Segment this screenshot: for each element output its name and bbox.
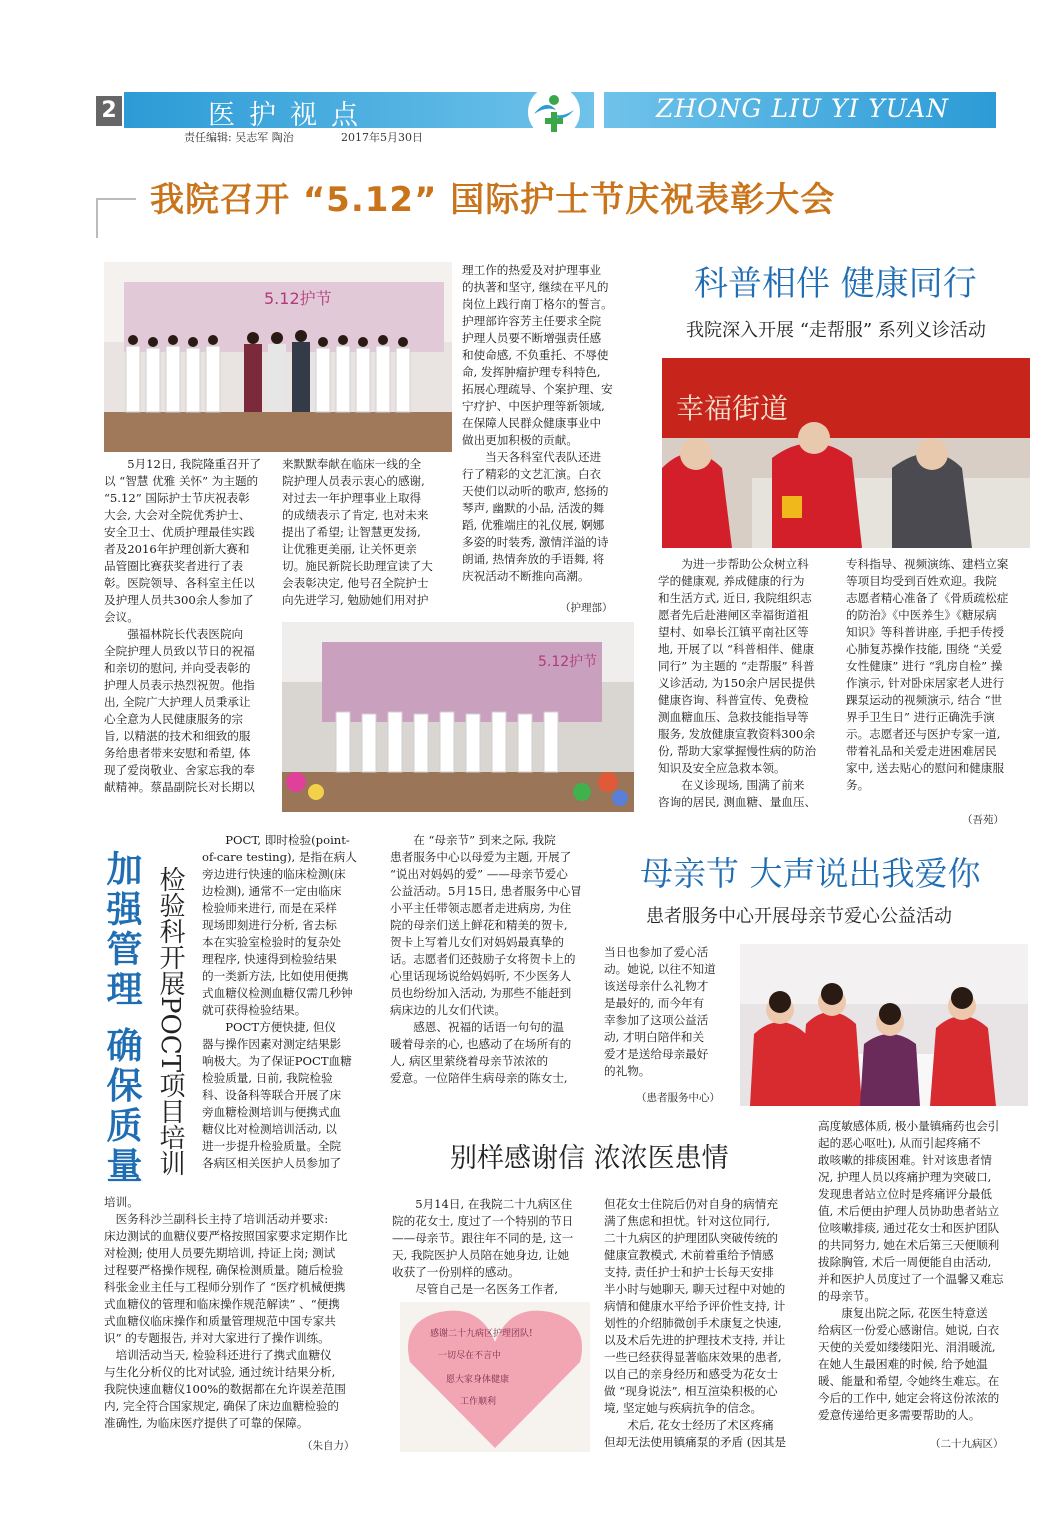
article2-column-2: 专科指导、视频演练、建档立案 等项目均受到百姓欢迎。我院 志愿者精心准备了《骨质疏松症 的防治》《中医养生》《糖尿病 知识》等科普讲座, 手把手传授 心肺复苏操作技能, 围绕 “关爱 女性健康” 进行 “乳房自检” 操 作演示, 针对卧床居家老人进行 踝泵运动的视频演示, 结合 “世 界手卫生日” 进行正确洗手演 示。志愿者还与医护专家一道, 带着礼品和关爱走进困难居民 家中, 送去贴心的慰问和健康服 务。 — [846, 557, 1009, 792]
article1-column-3: 理工作的热爱及对护理事业 的执著和坚守, 继续在平凡的 岗位上践行南丁格尔的誓言。 护理部许容芳主任要求全院 护理人员要不断增强责任感 和使命感, 不负重托、不辱使 命, 发挥肿瘤护理专科特色, 拓展心理疏导、个案护理、安 宁疗护、中医护理等新领域, 在保障人民群众健康事业中 做出更加积极的贡献。 当天各科室代表队还进 行了精彩的文艺汇演。白衣 天使们以动听的歌声, 悠扬的 琴声, 幽默的小品, 活泼的舞 蹈, 优雅端庄的礼仪展, 婀娜 多姿的时装秀, 激情洋溢的诗 朗诵, 热情奔放的手语舞, 将 庆祝活动不断推向高潮。 — [462, 263, 613, 583]
article5-signature: （二十九病区） — [930, 1438, 1004, 1450]
letter-line-1: 感谢二十九病区护理团队! — [430, 1329, 533, 1339]
article3-title: 加强管理 确保质量 — [101, 850, 142, 1187]
title-bracket — [96, 198, 136, 238]
article5-title: 别样感谢信 浓浓医患情 — [450, 1143, 729, 1174]
article4-subtitle: 患者服务中心开展母亲节爱心公益活动 — [646, 906, 952, 927]
hospital-logo-icon — [526, 84, 582, 140]
article1-signature: （护理部） — [560, 602, 613, 614]
article2-title: 科普相伴 健康同行 — [694, 264, 977, 304]
article4-column-1: 在 “母亲节” 到来之际, 我院 患者服务中心以母爱为主题, 开展了 “说出对妈妈的爱” ——母亲节爱心 公益活动。5月15日, 患者服务中心冒 小平主任带领志愿者走进病房, 为住 院的母亲们送上鲜花和精美的贺卡, 贺卡上写着儿女们对妈妈最真挚的 话。志愿者们还鼓励子女将贺卡上的 心里话现场说给妈妈听, 不少医务人 员也纷纷加入活动, 为那些不能赶到 病床边的儿女们代读。 感恩、祝福的话语一句句的温 暖着母亲的心, 也感动了在场所有的 人, 病区里萦绕着母亲节浓浓的 爱意。一位陪伴生病母亲的陈女士, — [390, 833, 582, 1085]
photo1-banner: 5.12护节 — [264, 289, 332, 308]
thank-you-letter-photo — [400, 1302, 590, 1452]
article1-column-2: 来默默奉献在临床一线的全 院护理人员表示衷心的感谢, 对过去一年护理事业上取得 的成绩表示了肯定, 也对未来 提出了希望; 让智慧更发扬, 让优雅更美丽, 让关怀更亲 切。施民新院长助理宣读了大 会表彰决定, 他号召全院护士 向先进学习, 勉励她们用对护 — [282, 457, 433, 607]
article4-column-2: 当日也参加了爱心活 动。她说, 以往不知道 该送母亲什么礼物才 是最好的, 而今年有 幸参加了这项公益活 动, 才明白陪伴和关 爱才是送给母亲最好 的礼物。 — [604, 945, 716, 1078]
article2-signature: （吾苑） — [962, 814, 1004, 826]
nurses-performance-photo — [282, 622, 634, 812]
photo2-banner: 5.12护节 — [538, 654, 598, 670]
letter-line-2: 一切尽在不言中 — [438, 1351, 502, 1361]
hospital-name-pinyin: ZHONG LIU YI YUAN — [656, 94, 950, 123]
letter-line-4: 工作顺利 — [460, 1397, 497, 1407]
editor-credit: 责任编辑: 吴志军 陶治 — [184, 131, 294, 144]
article2-subtitle: 我院深入开展 “走帮服” 系列义诊活动 — [686, 320, 986, 341]
page-number: 2 — [96, 96, 122, 126]
free-clinic-photo — [662, 358, 1030, 548]
article5-column-3: 高度敏感体质, 极小量镇痛药也会引 起的恶心呕吐), 从而引起疼痛不 敢咳嗽的排痰困难。针对该患者情 况, 护理人员以疼痛护理为突破口, 发现患者站立位时是疼痛评分最低 值, 术后便由护理人员协助患者站立 位咳嗽排痰, 通过花女士和医护团队 的共同努力, 她在术后第三天便顺利 拔除胸管, 术后一周便能自由活动, 并和医护人员度过了一个温馨又难忘 的母亲节。 康复出院之际, 花医生特意送 给病区一份爱心感谢信。她说, 白衣 天使的关爱如缕缕阳光、涓涓暖流, 在她人生最困难的时候, 给予她温 暖、能量和希望, 令她终生难忘。在 今后的工作中, 她定会将这份浓浓的 爱意传递给更多需要帮助的人。 — [818, 1119, 1004, 1422]
article3-column-1: POCT, 即时检验(point- of-care testing), 是指在病人 旁边进行快速的临床检测(床 边检测), 通常不一定由临床 检验师来进行, 而是在采样 现场即刻进行分析, 省去标 本在实验室检验时的复杂处 理程序, 快速得到检验结果 的一类新方法, 比如使用便携 式血糖仪检测血糖仅需几秒钟 就可获得检验结果。 POCT方便快捷, 但仪 器与操作因素对测定结果影 响极大。为了保证POCT血糖 检验质量, 日前, 我院检验 科、设备科等联合开展了床 旁血糖检测培训与便携式血 糖仪比对检测培训活动, 以 进一步提升检验质量。全院 各病区相关医护人员参加了 — [202, 833, 357, 1170]
section-title: 医护视点 — [208, 100, 372, 131]
article3-subtitle: 检验科开展POCT项目培训 — [155, 866, 185, 1177]
article5-column-2: 但花女士住院后仍对自身的病情充 满了焦虑和担忧。针对这位同行, 二十九病区的护理团队突破传统的 健康宣教模式, 术前着重给予情感 支持, 责任护士和护士长每天安排 半小时与她聊天, 聊天过程中对她的 病情和健康水平给予评价性支持, 计 划性的介绍肺微创手术康复之快速, 以及术后先进的护理技术支持, 并让 一些已经获得显著临床效果的患者, 以自己的亲身经历和感受为花女士 做 “现身说法”, 相互渲染积极的心 境, 坚定她与疾病抗争的信念。 术后, 花女士经历了术区疼痛 但却无法使用镇痛泵的矛盾 (因其是 — [604, 1197, 787, 1449]
article1-column-1: 5月12日, 我院隆重召开了 以 “智慧 优雅 关怀” 为主题的 “5.12” 国际护士节庆祝表彰 大会, 大会对全院优秀护士、 安全卫士、优质护理最佳实践 者及2016年护理创新大赛和 品管圈比赛获奖者进行了表 彰。医院领导、各科室主任以 及护理人员共300余人参加了 会议。 强福林院长代表医院向 全院护理人员致以节日的祝福 和亲切的慰问, 并向受表彰的 护理人员表示热烈祝贺。他指 出, 全院广大护理人员秉承让 心全意为人民健康服务的宗 旨, 以精湛的技术和细致的服 务给患者带来安慰和希望, 体 现了爱岗敬业、舍家忘我的奉 献精神。蔡晶副院长对长期以 — [104, 457, 262, 794]
letter-line-3: 愿大家身体健康 — [446, 1375, 510, 1385]
masthead — [96, 92, 996, 142]
article5-column-1: 5月14日, 在我院二十九病区住 院的花女士, 度过了一个特别的节日 ——母亲节。跟往年不同的是, 这一 天, 我院医护人员陪在她身边, 让她 收获了一份别样的感动。 尽管自己是一名医务工作者, — [392, 1197, 574, 1296]
article2-column-1: 为进一步帮助公众树立科 学的健康观, 养成健康的行为 和生活方式, 近日, 我院组织志 愿者先后赴港闸区幸福街道祖 望村、如皋长江镇平南社区等 地, 开展了以 “科普相伴、健康 同行” 为主题的 “走帮服” 科普 义诊活动, 为150余户居民提供 健康咨询、科普宣传、免费检 测血糖血压、急救技能指导等 服务, 发放健康宣教资料300余 份, 帮助大家掌握慢性病的防治 知识及安全应急救本领。 在义诊现场, 围满了前来 咨询的居民, 测血糖、量血压、 — [658, 557, 817, 809]
article1-title: 我院召开 “5.12” 国际护士节庆祝表彰大会 — [150, 180, 836, 220]
nurses-group-photo — [104, 262, 452, 452]
article3-signature: （朱自力） — [302, 1440, 355, 1452]
mothers-day-photo — [740, 944, 1028, 1106]
issue-date: 2017年5月30日 — [341, 131, 423, 144]
article3-column-wide: 培训。 医务科沙兰副科长主持了培训活动并要求: 床边测试的血糖仪要严格按照国家要求定期作比 对检测; 使用人员要先期培训, 持证上岗; 测试 过程要严格操作规程, 确保检测质量。随后检验 科张金业主任与工程师分别作了 “医疗机械便携 式血糖仪的管理和临床操作规范解读” 、“便携 式血糖仪临床操作和质量管理规范中国专家共 识” 的专题报告, 并对大家进行了操作训练。 培训活动当天, 检验科还进行了携式血糖仪 与生化分析仪的比对试验, 通过统计结果分析, 我院快速血糖仪100%的数据都在允许误差范围 内, 完全符合国家规定, 确保了床边血糖检验的 准确性, 为临床医疗提供了可靠的保障。 — [104, 1195, 348, 1430]
article4-title: 母亲节 大声说出我爱你 — [640, 854, 981, 893]
clinic-banner: 幸福街道 — [676, 392, 789, 425]
article4-signature: （患者服务中心） — [636, 1092, 720, 1104]
